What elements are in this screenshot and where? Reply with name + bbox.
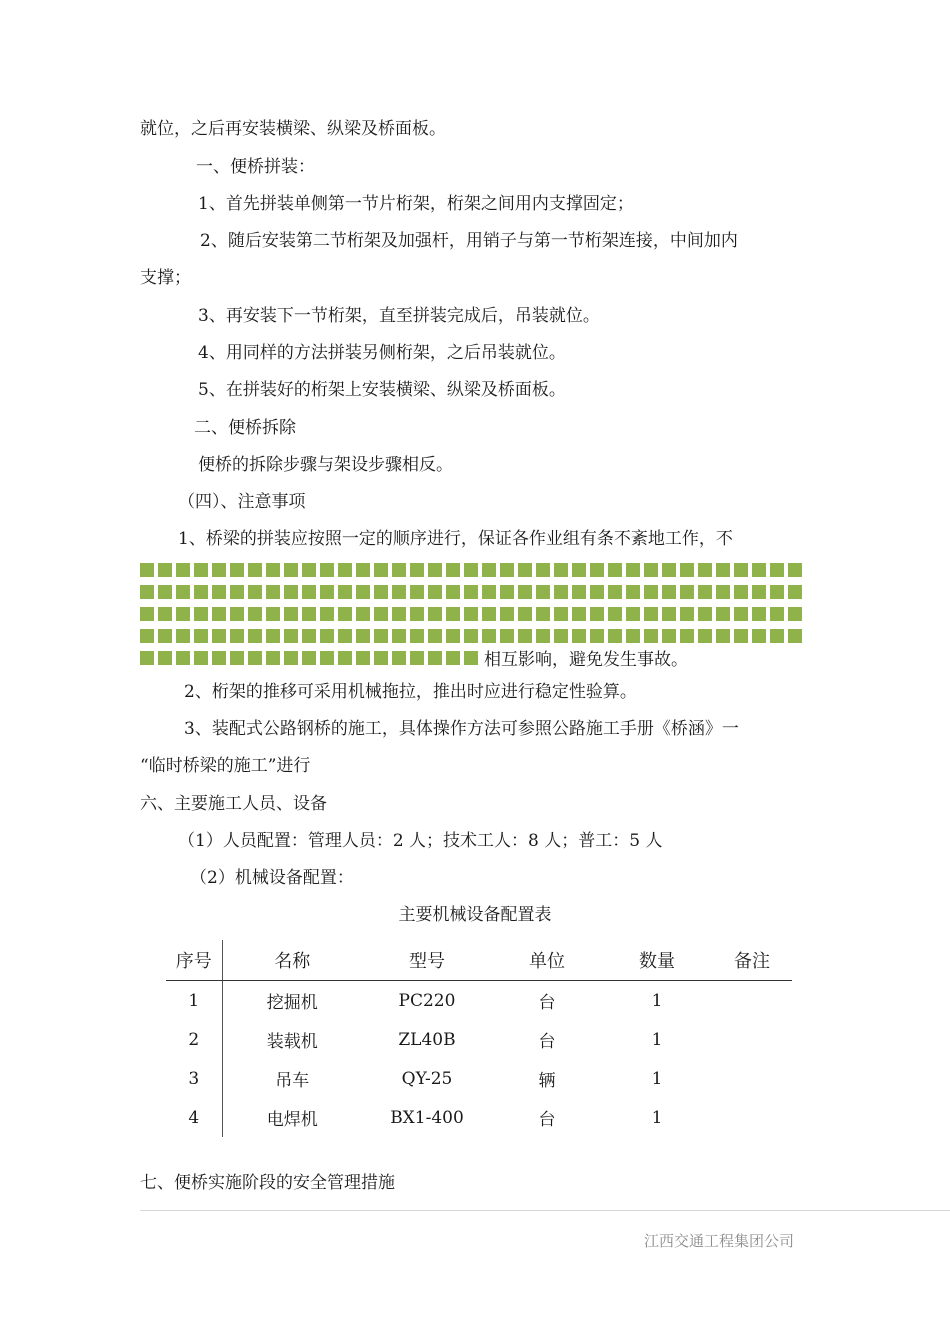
table-cell bbox=[712, 1098, 792, 1137]
redaction-square bbox=[464, 629, 478, 643]
table-cell: 4 bbox=[166, 1098, 222, 1137]
redaction-row bbox=[140, 585, 806, 599]
redaction-square bbox=[428, 607, 442, 621]
redaction-square bbox=[248, 651, 262, 665]
redaction-square bbox=[266, 563, 280, 577]
table-cell bbox=[712, 981, 792, 1021]
redaction-square bbox=[338, 607, 352, 621]
redaction-square bbox=[770, 607, 784, 621]
redaction-square bbox=[554, 563, 568, 577]
redaction-square bbox=[770, 585, 784, 599]
section-heading: （四）、注意事项 bbox=[178, 492, 306, 512]
redaction-square bbox=[410, 607, 424, 621]
redaction-square bbox=[590, 563, 604, 577]
redaction-square bbox=[608, 563, 622, 577]
redaction-square bbox=[662, 607, 676, 621]
redaction-square bbox=[176, 563, 190, 577]
redaction-square bbox=[374, 607, 388, 621]
redaction-square bbox=[248, 629, 262, 643]
redaction-square bbox=[788, 563, 802, 577]
redaction-square bbox=[446, 585, 460, 599]
redaction-square bbox=[230, 607, 244, 621]
table-cell: QY-25 bbox=[401, 1068, 453, 1089]
header-cell: 序号 bbox=[166, 940, 222, 981]
redaction-square bbox=[752, 585, 766, 599]
redaction-square bbox=[266, 607, 280, 621]
redaction-square bbox=[176, 607, 190, 621]
paragraph-line: 5、在拼装好的桁架上安装横梁、纵梁及桥面板。 bbox=[198, 380, 566, 400]
redaction-square bbox=[176, 629, 190, 643]
redaction-square bbox=[176, 585, 190, 599]
redaction-square bbox=[356, 629, 370, 643]
redaction-square bbox=[464, 651, 478, 665]
table-cell: 台 bbox=[538, 1032, 556, 1052]
redaction-square bbox=[464, 563, 478, 577]
redaction-square bbox=[554, 585, 568, 599]
paragraph-line: 1、桥梁的拼装应按照一定的顺序进行，保证各作业组有条不紊地工作，不 bbox=[178, 529, 733, 549]
redaction-square bbox=[230, 563, 244, 577]
redaction-square bbox=[212, 563, 226, 577]
redaction-square bbox=[572, 585, 586, 599]
redaction-square bbox=[212, 651, 226, 665]
redaction-row bbox=[140, 651, 806, 665]
redaction-square bbox=[302, 651, 316, 665]
section-heading: 六、主要施工人员、设备 bbox=[140, 794, 327, 814]
redaction-square bbox=[644, 607, 658, 621]
redaction-square bbox=[464, 607, 478, 621]
redaction-square bbox=[158, 563, 172, 577]
redaction-square bbox=[608, 607, 622, 621]
redaction-square bbox=[788, 629, 802, 643]
redaction-square bbox=[716, 585, 730, 599]
redaction-square bbox=[716, 563, 730, 577]
paragraph-line: 2、桁架的推移可采用机械拖拉，推出时应进行稳定性验算。 bbox=[184, 682, 637, 702]
table-cell: 1 bbox=[651, 1068, 663, 1089]
redaction-square bbox=[590, 585, 604, 599]
table-cell: 2 bbox=[166, 1020, 222, 1059]
redaction-row bbox=[140, 563, 806, 577]
redaction-square bbox=[644, 629, 658, 643]
paragraph-line: 2、随后安装第二节桁架及加强杆，用销子与第一节桁架连接，中间加内 bbox=[200, 231, 738, 251]
redaction-square bbox=[194, 607, 208, 621]
redaction-square bbox=[410, 629, 424, 643]
table-row bbox=[166, 1020, 792, 1059]
header-cell: 型号 bbox=[362, 940, 492, 981]
redaction-square bbox=[626, 629, 640, 643]
redaction-square bbox=[302, 585, 316, 599]
redaction-square bbox=[446, 563, 460, 577]
paragraph-line: 1、首先拼装单侧第一节片桁架，桁架之间用内支撑固定； bbox=[198, 194, 634, 214]
redaction-square bbox=[428, 563, 442, 577]
redaction-square bbox=[698, 607, 712, 621]
redaction-square bbox=[230, 585, 244, 599]
paragraph-line: 4、用同样的方法拼装另侧桁架，之后吊装就位。 bbox=[198, 343, 566, 363]
redaction-square bbox=[662, 563, 676, 577]
redaction-square bbox=[698, 585, 712, 599]
paragraph-line: 相互影响，避免发生事故。 bbox=[484, 650, 688, 670]
table-cell: 电焊机 bbox=[266, 1110, 318, 1130]
redaction-square bbox=[392, 563, 406, 577]
header-cell: 名称 bbox=[222, 940, 362, 981]
redaction-square bbox=[410, 651, 424, 665]
table-cell bbox=[712, 1020, 792, 1059]
redaction-square bbox=[680, 563, 694, 577]
redaction-square bbox=[158, 607, 172, 621]
table-row bbox=[166, 1098, 792, 1137]
redaction-square bbox=[770, 629, 784, 643]
redaction-square bbox=[338, 585, 352, 599]
redaction-square bbox=[356, 607, 370, 621]
redaction-square bbox=[446, 607, 460, 621]
redaction-square bbox=[788, 585, 802, 599]
redaction-square bbox=[338, 563, 352, 577]
redaction-square bbox=[284, 607, 298, 621]
paragraph-line: （1）人员配置：管理人员：2 人；技术工人：8 人；普工：5 人 bbox=[178, 831, 663, 851]
redaction-square bbox=[734, 607, 748, 621]
redaction-square bbox=[626, 607, 640, 621]
redaction-square bbox=[752, 629, 766, 643]
redaction-square bbox=[140, 629, 154, 643]
redaction-square bbox=[680, 585, 694, 599]
redaction-square bbox=[374, 563, 388, 577]
table-cell: ZL40B bbox=[398, 1029, 456, 1050]
redaction-square bbox=[698, 563, 712, 577]
redaction-square bbox=[212, 629, 226, 643]
redaction-square bbox=[428, 629, 442, 643]
paragraph-line: “临时桥梁的施工”进行 bbox=[140, 756, 311, 776]
redaction-square bbox=[500, 629, 514, 643]
redaction-square bbox=[410, 585, 424, 599]
section-heading: 一、便桥拼装： bbox=[196, 157, 315, 177]
redaction-square bbox=[644, 585, 658, 599]
redaction-square bbox=[500, 563, 514, 577]
redaction-square bbox=[482, 607, 496, 621]
redaction-square bbox=[446, 629, 460, 643]
redaction-square bbox=[770, 563, 784, 577]
redaction-row bbox=[140, 629, 806, 643]
redaction-square bbox=[662, 629, 676, 643]
redaction-square bbox=[734, 563, 748, 577]
redaction-square bbox=[680, 607, 694, 621]
redaction-square bbox=[608, 585, 622, 599]
redaction-square bbox=[338, 651, 352, 665]
redaction-square bbox=[482, 585, 496, 599]
redaction-square bbox=[266, 629, 280, 643]
paragraph-line: 便桥的拆除步骤与架设步骤相反。 bbox=[198, 455, 453, 475]
redaction-square bbox=[626, 563, 640, 577]
redaction-square bbox=[590, 629, 604, 643]
redaction-square bbox=[302, 563, 316, 577]
redaction-square bbox=[662, 585, 676, 599]
table-cell: 1 bbox=[651, 1107, 663, 1128]
redaction-square bbox=[374, 585, 388, 599]
redaction-square bbox=[158, 651, 172, 665]
redaction-square bbox=[752, 563, 766, 577]
redaction-square bbox=[320, 629, 334, 643]
redaction-square bbox=[392, 607, 406, 621]
redaction-square bbox=[518, 585, 532, 599]
redaction-square bbox=[212, 607, 226, 621]
redaction-square bbox=[536, 563, 550, 577]
table-cell: PC220 bbox=[398, 990, 456, 1011]
table-cell: 1 bbox=[651, 990, 663, 1011]
redaction-square bbox=[266, 585, 280, 599]
redaction-square bbox=[590, 607, 604, 621]
table-cell: 台 bbox=[538, 993, 556, 1013]
redaction-square bbox=[194, 651, 208, 665]
table-cell: 3 bbox=[166, 1059, 222, 1098]
redaction-square bbox=[392, 629, 406, 643]
redaction-square bbox=[734, 629, 748, 643]
table-cell: 辆 bbox=[538, 1071, 556, 1091]
redaction-square bbox=[140, 563, 154, 577]
table-cell bbox=[712, 1059, 792, 1098]
redaction-square bbox=[554, 629, 568, 643]
redaction-square bbox=[284, 585, 298, 599]
paragraph-line: 3、装配式公路钢桥的施工，具体操作方法可参照公路施工手册《桥涵》一 bbox=[184, 719, 739, 739]
redaction-square bbox=[338, 629, 352, 643]
redaction-square bbox=[698, 629, 712, 643]
redaction-square bbox=[554, 607, 568, 621]
redaction-square bbox=[302, 607, 316, 621]
redaction-square bbox=[284, 651, 298, 665]
redaction-square bbox=[644, 563, 658, 577]
redaction-square bbox=[392, 651, 406, 665]
redaction-square bbox=[230, 629, 244, 643]
redaction-square bbox=[518, 607, 532, 621]
redaction-square bbox=[320, 585, 334, 599]
redaction-square bbox=[464, 585, 478, 599]
redaction-block bbox=[140, 563, 806, 673]
header-cell: 备注 bbox=[712, 940, 792, 981]
redaction-square bbox=[572, 629, 586, 643]
table-cell: 吊车 bbox=[275, 1071, 310, 1091]
equipment-table bbox=[166, 940, 792, 1137]
redaction-square bbox=[374, 651, 388, 665]
redaction-square bbox=[356, 585, 370, 599]
table-cell: 1 bbox=[166, 981, 222, 1021]
redaction-square bbox=[536, 585, 550, 599]
redaction-row bbox=[140, 607, 806, 621]
redaction-square bbox=[518, 563, 532, 577]
redaction-square bbox=[140, 651, 154, 665]
redaction-square bbox=[194, 585, 208, 599]
table-row bbox=[166, 981, 792, 1021]
redaction-square bbox=[734, 585, 748, 599]
redaction-square bbox=[410, 563, 424, 577]
redaction-square bbox=[446, 651, 460, 665]
redaction-square bbox=[284, 563, 298, 577]
redaction-square bbox=[320, 563, 334, 577]
header-cell: 单位 bbox=[492, 940, 602, 981]
table-row bbox=[166, 1059, 792, 1098]
redaction-square bbox=[608, 629, 622, 643]
redaction-square bbox=[140, 607, 154, 621]
section-heading: 七、便桥实施阶段的安全管理措施 bbox=[140, 1173, 395, 1193]
redaction-square bbox=[266, 651, 280, 665]
redaction-square bbox=[356, 651, 370, 665]
paragraph-line: 3、再安装下一节桁架，直至拼装完成后，吊装就位。 bbox=[198, 306, 600, 326]
redaction-square bbox=[500, 585, 514, 599]
redaction-square bbox=[302, 629, 316, 643]
redaction-square bbox=[176, 651, 190, 665]
redaction-square bbox=[158, 629, 172, 643]
table-cell: 1 bbox=[651, 1029, 663, 1050]
redaction-square bbox=[284, 629, 298, 643]
redaction-square bbox=[482, 629, 496, 643]
redaction-square bbox=[518, 629, 532, 643]
redaction-square bbox=[140, 585, 154, 599]
redaction-square bbox=[572, 607, 586, 621]
redaction-square bbox=[572, 563, 586, 577]
redaction-square bbox=[752, 607, 766, 621]
redaction-square bbox=[320, 651, 334, 665]
redaction-square bbox=[680, 629, 694, 643]
table-header-row bbox=[166, 940, 792, 981]
redaction-square bbox=[788, 607, 802, 621]
redaction-square bbox=[428, 651, 442, 665]
footer-company: 江西交通工程集团公司 bbox=[644, 1232, 795, 1250]
section-heading: 二、便桥拆除 bbox=[194, 418, 296, 438]
paragraph-line: 就位，之后再安装横梁、纵梁及桥面板。 bbox=[140, 119, 446, 139]
redaction-square bbox=[392, 585, 406, 599]
redaction-square bbox=[230, 651, 244, 665]
footer-divider bbox=[140, 1210, 950, 1211]
redaction-square bbox=[536, 607, 550, 621]
table-cell: 装载机 bbox=[266, 1032, 318, 1052]
table-cell: 挖掘机 bbox=[266, 993, 318, 1013]
redaction-square bbox=[248, 607, 262, 621]
header-cell: 数量 bbox=[602, 940, 712, 981]
redaction-square bbox=[626, 585, 640, 599]
redaction-square bbox=[248, 585, 262, 599]
table-cell: BX1-400 bbox=[390, 1107, 464, 1128]
redaction-square bbox=[536, 629, 550, 643]
redaction-square bbox=[716, 629, 730, 643]
redaction-square bbox=[482, 563, 496, 577]
redaction-square bbox=[428, 585, 442, 599]
table-cell: 台 bbox=[538, 1110, 556, 1130]
redaction-square bbox=[716, 607, 730, 621]
redaction-square bbox=[320, 607, 334, 621]
redaction-square bbox=[374, 629, 388, 643]
redaction-square bbox=[194, 563, 208, 577]
redaction-square bbox=[212, 585, 226, 599]
redaction-square bbox=[194, 629, 208, 643]
redaction-square bbox=[158, 585, 172, 599]
redaction-square bbox=[500, 607, 514, 621]
redaction-square bbox=[248, 563, 262, 577]
table-title: 主要机械设备配置表 bbox=[398, 905, 552, 925]
redaction-square bbox=[356, 563, 370, 577]
paragraph-line: 支撑； bbox=[140, 268, 191, 288]
paragraph-line: （2）机械设备配置： bbox=[190, 868, 354, 888]
